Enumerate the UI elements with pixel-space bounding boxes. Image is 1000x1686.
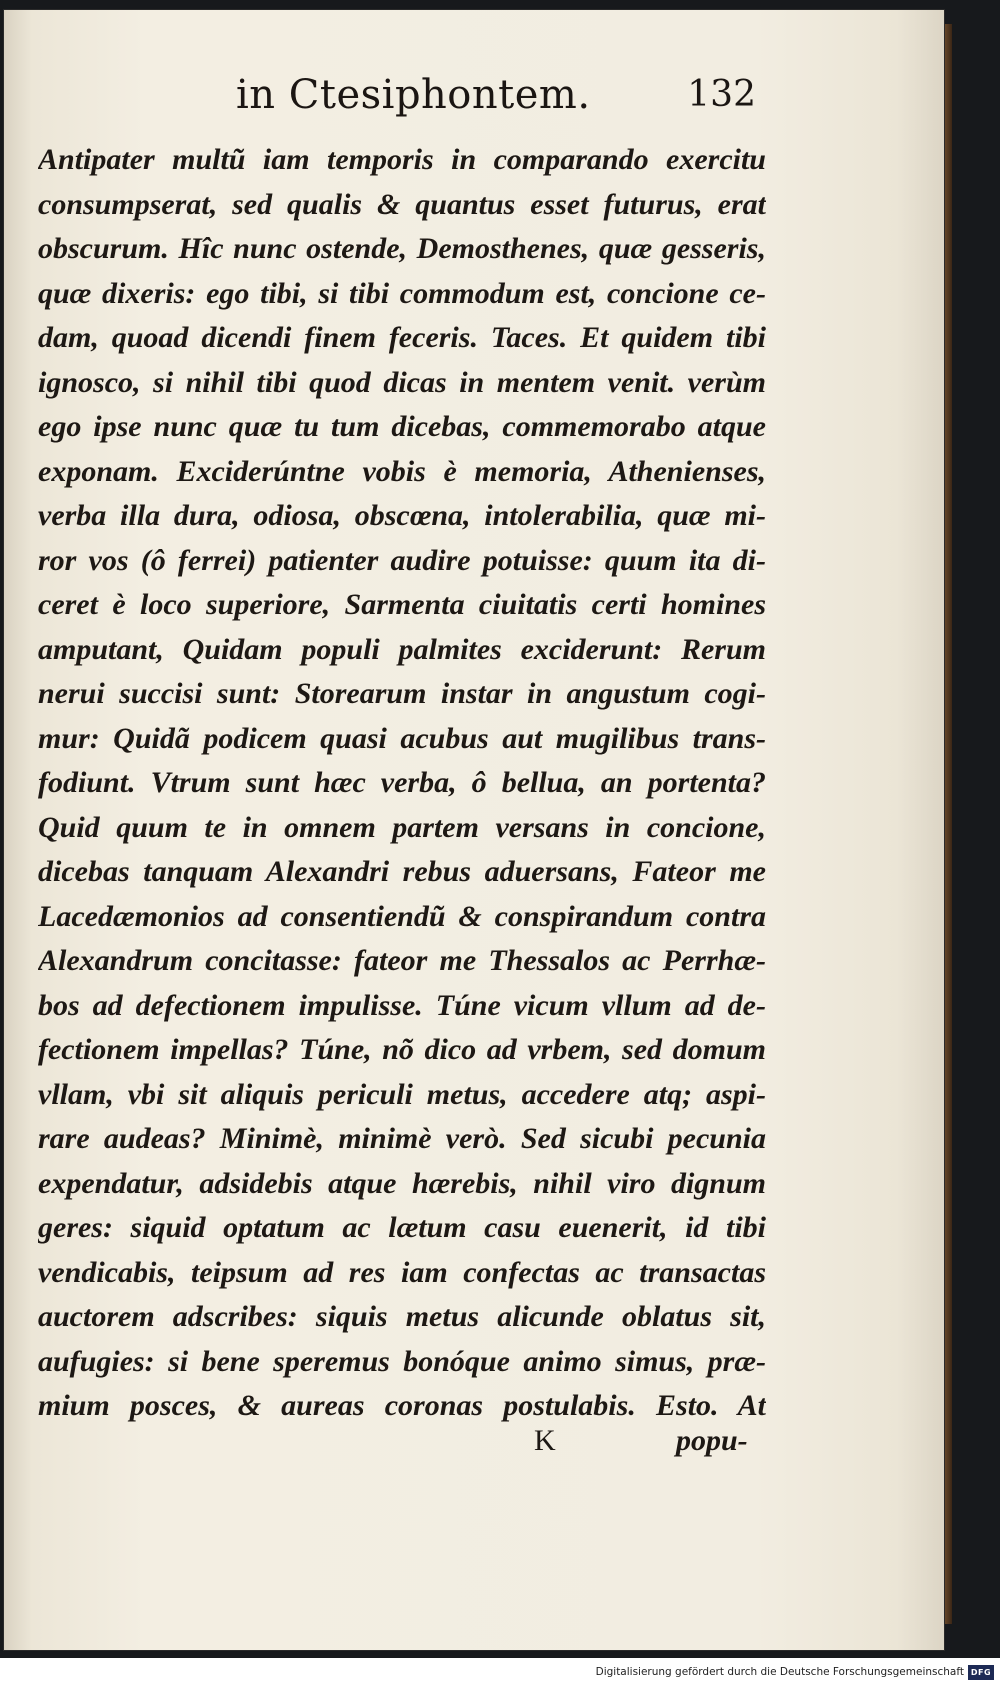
text-line: nerui succisi sunt: Storearum instar in angustum cogi- <box>38 677 766 710</box>
text-line: consumpserat, sed qualis & quantus esset futurus, erat <box>38 187 766 221</box>
running-head: in Ctesiphontem. <box>236 72 591 118</box>
body-text <box>38 138 766 1429</box>
text-line: Lacedæmonios ad consentiendũ & conspirandum contra <box>38 899 766 933</box>
text-line: mium posces, & aureas coronas postulabis. Esto. At <box>38 1389 766 1422</box>
text-line: auctorem adscribes: siquis metus alicunde oblatus sit, <box>38 1300 766 1333</box>
catchword: popu- <box>676 1424 748 1457</box>
text-line: exponam. Exciderúntne vobis è memoria, Athenienses, <box>38 454 766 488</box>
book-page <box>4 10 944 1650</box>
signature-mark: K <box>534 1424 556 1457</box>
text-line: vllam, vbi sit aliquis periculi metus, accedere atq; aspi- <box>38 1077 766 1111</box>
text-line: Quid quum te in omnem partem versans in concione, <box>38 810 766 844</box>
book-edge <box>944 24 952 1624</box>
text-line: verba illa dura, odiosa, obscœna, intolerabilia, quæ mi- <box>38 499 766 532</box>
text-line: quæ dixeris: ego tibi, si tibi commodum est, concione ce- <box>38 276 766 310</box>
text-line: ror vos (ô ferrei) patienter audire potuisse: quum ita di- <box>38 543 766 577</box>
text-line: dam, quoad dicendi finem feceris. Taces. Et quidem tibi <box>38 321 766 354</box>
text-line: expendatur, adsidebis atque hærebis, nihil viro dignum <box>38 1166 766 1200</box>
text-line: vendicabis, teipsum ad res iam confectas ac transactas <box>38 1255 766 1289</box>
digitization-footer <box>596 1662 994 1682</box>
text-line: fodiunt. Vtrum sunt hæc verba, ô bellua, an portenta? <box>38 766 766 799</box>
text-line: aufugies: si bene speremus bonóque animo simus, præ- <box>38 1344 766 1378</box>
dfg-logo-icon: DFG <box>968 1665 994 1680</box>
text-line: ego ipse nunc quæ tu tum dicebas, commemorabo atque <box>38 410 766 443</box>
text-line: bos ad defectionem impulisse. Túne vicum vllum ad de- <box>38 988 766 1022</box>
text-line: Alexandrum concitasse: fateor me Thessalos ac Perrhæ- <box>38 944 766 977</box>
text-line: dicebas tanquam Alexandri rebus aduersans, Fateor me <box>38 855 766 888</box>
text-line: fectionem impellas? Túne, nõ dico ad vrbem, sed domum <box>38 1033 766 1066</box>
text-line: geres: siquid optatum ac lætum casu euenerit, id tibi <box>38 1211 766 1244</box>
text-line: rare audeas? Minimè, minimè verò. Sed sicubi pecunia <box>38 1122 766 1155</box>
page-number: 132 <box>687 74 756 115</box>
text-line: Antipater multũ iam temporis in comparando exercitu <box>38 143 766 176</box>
text-line: ignosco, si nihil tibi quod dicas in mentem venit. verùm <box>38 365 766 399</box>
page-header <box>236 72 756 132</box>
text-line: amputant, Quidam populi palmites exciderunt: Rerum <box>38 632 766 666</box>
text-line: mur: Quidã podicem quasi acubus aut mugilibus trans- <box>38 721 766 755</box>
text-line: obscurum. Hîc nunc ostende, Demosthenes, quæ gesseris, <box>38 232 766 265</box>
footer-credit: Digitalisierung gefördert durch die Deutsche Forschungsgemeinschaft <box>595 1666 964 1678</box>
text-line: ceret è loco superiore, Sarmenta ciuitatis certi homines <box>38 588 766 621</box>
